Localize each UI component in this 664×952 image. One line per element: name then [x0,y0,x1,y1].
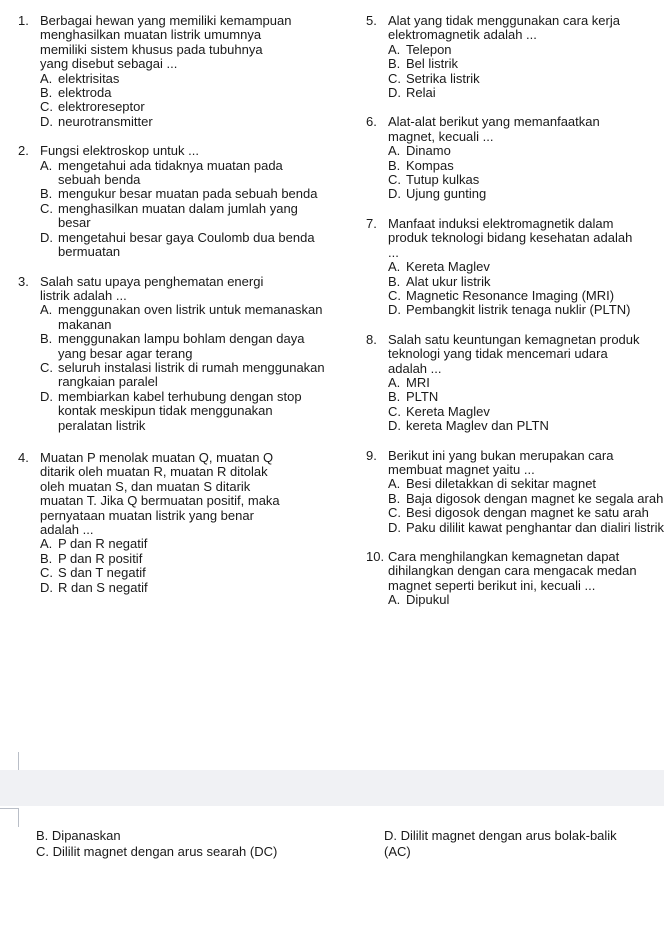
question-text: Fungsi elektroskop untuk ... [40,143,199,159]
question-text: yang disebut sebagai ... [40,56,178,72]
page-break-corner-bottom [0,808,19,827]
question-number: 6. [366,114,377,130]
question-number: 7. [366,215,377,231]
question-number: 3. [18,273,29,289]
option-letter: B. [40,85,53,101]
option-text: R dan S negatif [58,579,148,595]
answer-option[interactable] [40,72,328,86]
question-text: oleh muatan S, dan muatan S ditarik [40,478,251,494]
question-1 [18,14,328,129]
question-text: adalah ... [388,360,442,376]
answer-option[interactable] [40,202,328,231]
question-10 [366,550,664,608]
question-number: 10. [366,549,385,564]
option-letter: A. [388,143,401,159]
option-letter: C. [40,200,53,216]
left-column [18,14,328,595]
option-text: Tutup kulkas [406,172,480,188]
answer-option[interactable] [40,231,328,260]
answer-option[interactable] [388,376,664,390]
option-text: Magnetic Resonance Imaging (MRI) [406,287,615,303]
option-letter: A. [388,259,401,275]
option-letter: D. [388,85,401,101]
answer-option[interactable] [40,303,328,332]
option-text: menggunakan oven listrik untuk memanaskan makanan [58,302,323,332]
question-number [18,57,40,71]
option-letter: A. [388,592,401,608]
answer-option[interactable] [388,405,664,419]
answer-option[interactable] [40,361,328,390]
question-text: menghasilkan muatan listrik umumnya [40,27,262,43]
answer-option[interactable] [40,390,328,433]
answer-option[interactable] [388,72,664,86]
option-text: Telepon [406,41,452,57]
question-text: Alat yang tidak menggunakan cara kerja [388,14,620,28]
option-text: Ujung gunting [406,186,487,202]
question-text: memiliki sistem khusus pada tubuhnya [40,41,263,57]
page-break-corner-top [0,752,19,771]
option-text: Kereta Maglev [406,259,490,275]
question-text: Berikut ini yang bukan merupakan cara [388,447,614,463]
question-number [18,465,40,479]
option-row: (AC) [384,844,411,859]
continuation-right [384,828,664,860]
question-number: 8. [366,331,377,347]
option-letter: D. [388,186,401,202]
answer-option[interactable] [40,552,328,566]
option-letter: B. [40,550,53,566]
option-letter: A. [388,41,401,57]
question-text: magnet, kecuali ... [388,128,494,144]
option-letter: A. [388,476,401,492]
question-text: Alat-alat berikut yang memanfaatkan [388,114,600,130]
option-letter: D. [388,302,401,318]
question-text: listrik adalah ... [40,287,127,303]
option-letter: B. [388,157,401,173]
option-letter: A. [388,374,401,390]
option-letter: D. [40,579,53,595]
question-number [18,289,40,303]
option-letter: B. [388,389,401,405]
option-text: elektroda [58,85,112,101]
option-text: mengetahui besar gaya Coulomb dua benda bermuatan [58,229,315,260]
option-letter: D. [388,519,401,535]
option-letter: D. [388,418,401,434]
answer-option[interactable] [388,289,664,303]
answer-option[interactable] [388,275,664,289]
question-number: 1. [18,13,29,28]
option-text: Besi diletakkan di sekitar magnet [406,476,597,492]
option-letter: A. [40,157,53,173]
answer-option[interactable] [40,581,328,595]
question-text: membuat magnet yaitu ... [388,461,535,477]
question-number: 5. [366,14,377,28]
question-text: Berbagai hewan yang memiliki kemampuan [40,13,292,28]
right-column [366,14,664,608]
answer-option[interactable] [388,477,664,491]
answer-option[interactable] [388,390,664,404]
question-text: adalah ... [40,522,94,537]
option-text: P dan R positif [58,550,143,566]
answer-option[interactable] [388,187,664,201]
answer-option[interactable] [388,419,664,433]
option-letter: C. [40,565,53,581]
question-number: 9. [366,447,377,463]
question-number [366,246,388,260]
option-letter: C. [388,287,401,303]
answer-option[interactable] [388,506,664,520]
answer-option[interactable] [388,521,664,535]
question-text: ... [388,244,399,260]
option-text: elektrisitas [58,70,120,86]
question-number [18,28,40,42]
option-text: Paku dililit kawat penghantar dan dialiri listrik [406,519,664,535]
question-number [18,494,40,508]
option-text: P dan R negatif [58,536,148,552]
option-letter: A. [40,536,53,552]
option-letter: B. [388,273,401,289]
answer-option[interactable] [388,144,664,158]
answer-option[interactable] [388,593,664,607]
option-text: menghasilkan muatan dalam jumlah yang besar [58,200,298,231]
option-letter: A. [40,70,53,86]
option-text: menggunakan lampu bohlam dengan daya yang besar agar terang [58,331,305,361]
question-number [366,362,388,376]
option-text: Dinamo [406,143,451,159]
question-number [18,43,40,57]
question-text: Salah satu upaya penghematan energi [40,273,264,289]
option-text: Dipukul [406,592,450,608]
option-text: mengetahui ada tidaknya muatan pada sebuah benda [58,157,283,188]
question-number: 4. [18,449,29,465]
question-2 [18,144,328,259]
question-6 [366,115,664,201]
question-number [366,231,388,245]
option-row: B. Dipanaskan [36,828,121,843]
question-number [366,564,388,578]
question-5 [366,14,664,100]
option-text: neurotransmitter [58,113,153,129]
option-text: Baja digosok dengan magnet ke segala arah [406,490,664,506]
option-text: Kompas [406,157,454,173]
option-text: kereta Maglev dan PLTN [406,418,549,434]
option-text: Relai [406,85,436,101]
option-letter: B. [40,331,53,347]
answer-option[interactable] [388,86,664,100]
option-row: D. Dililit magnet dengan arus bolak-balik [384,828,617,843]
option-letter: C. [40,359,53,375]
question-number [18,523,40,537]
answer-option[interactable] [40,187,328,201]
question-text: produk teknologi bidang kesehatan adalah [388,230,633,246]
option-text: PLTN [406,389,439,405]
answer-option[interactable] [388,492,664,506]
answer-option[interactable] [388,57,664,71]
option-text: elektroreseptor [58,99,145,115]
question-7 [366,217,664,318]
answer-option[interactable] [388,303,664,317]
question-number [366,28,388,42]
question-text: Cara menghilangkan kemagnetan dapat [388,549,620,564]
answer-option[interactable] [40,332,328,361]
option-row: C. Dililit magnet dengan arus searah (DC) [36,844,278,859]
answer-option[interactable] [40,159,328,188]
option-letter: C. [388,403,401,419]
question-number [18,509,40,523]
option-text: mengukur besar muatan pada sebuah benda [58,186,318,202]
option-letter: B. [388,56,401,72]
option-text: Setrika listrik [406,70,480,86]
question-number [366,130,388,144]
option-letter: D. [40,113,53,129]
option-letter: A. [40,302,53,318]
question-text: pernyataan muatan listrik yang benar [40,507,254,523]
option-letter: D. [40,388,53,404]
answer-option[interactable] [388,260,664,274]
option-letter: C. [40,99,53,115]
question-number [18,480,40,494]
option-letter: B. [388,490,401,506]
question-3 [18,275,328,433]
question-text: muatan T. Jika Q bermuatan positif, maka [40,493,280,509]
answer-option[interactable] [40,115,328,129]
question-number: 2. [18,143,29,159]
option-text: Alat ukur listrik [406,273,491,289]
option-text: S dan T negatif [58,565,146,581]
answer-option[interactable] [40,566,328,580]
option-letter: D. [40,229,53,245]
option-text: MRI [406,374,430,390]
question-text: teknologi yang tidak mencemari udara [388,346,608,362]
option-letter: C. [388,70,401,86]
answer-option[interactable] [40,537,328,551]
question-number [366,463,388,477]
answer-option[interactable] [388,43,664,57]
question-number [366,347,388,361]
option-text: Besi digosok dengan magnet ke satu arah [406,505,649,521]
question-text: Manfaat induksi elektromagnetik dalam [388,215,614,231]
option-text: membiarkan kabel terhubung dengan stop kontak meskipun tidak menggunakan peralatan listrik [58,388,302,433]
question-text: ditarik oleh muatan R, muatan R ditolak [40,464,268,480]
answer-option[interactable] [388,159,664,173]
option-letter: C. [388,505,401,521]
question-text: elektromagnetik adalah ... [388,27,537,43]
question-text: dihilangkan dengan cara mengacak medan [388,563,637,579]
option-text: Bel listrik [406,56,459,72]
option-letter: B. [40,186,53,202]
option-text: seluruh instalasi listrik di rumah menggunakan rangkaian paralel [58,359,325,390]
question-4 [18,451,328,595]
answer-option[interactable] [40,86,328,100]
continuation-left [36,828,277,860]
option-letter: C. [388,172,401,188]
page-break-divider [0,770,664,806]
option-text: Pembangkit listrik tenaga nuklir (PLTN) [406,302,631,318]
question-8 [366,333,664,434]
question-text: Muatan P menolak muatan Q, muatan Q [40,449,274,465]
answer-option[interactable] [40,100,328,114]
answer-option[interactable] [388,173,664,187]
option-text: Kereta Maglev [406,403,490,419]
question-text: magnet seperti berikut ini, kecuali ... [388,577,596,593]
question-text: Salah satu keuntungan kemagnetan produk [388,331,640,347]
question-number [366,579,388,593]
question-9 [366,449,664,535]
